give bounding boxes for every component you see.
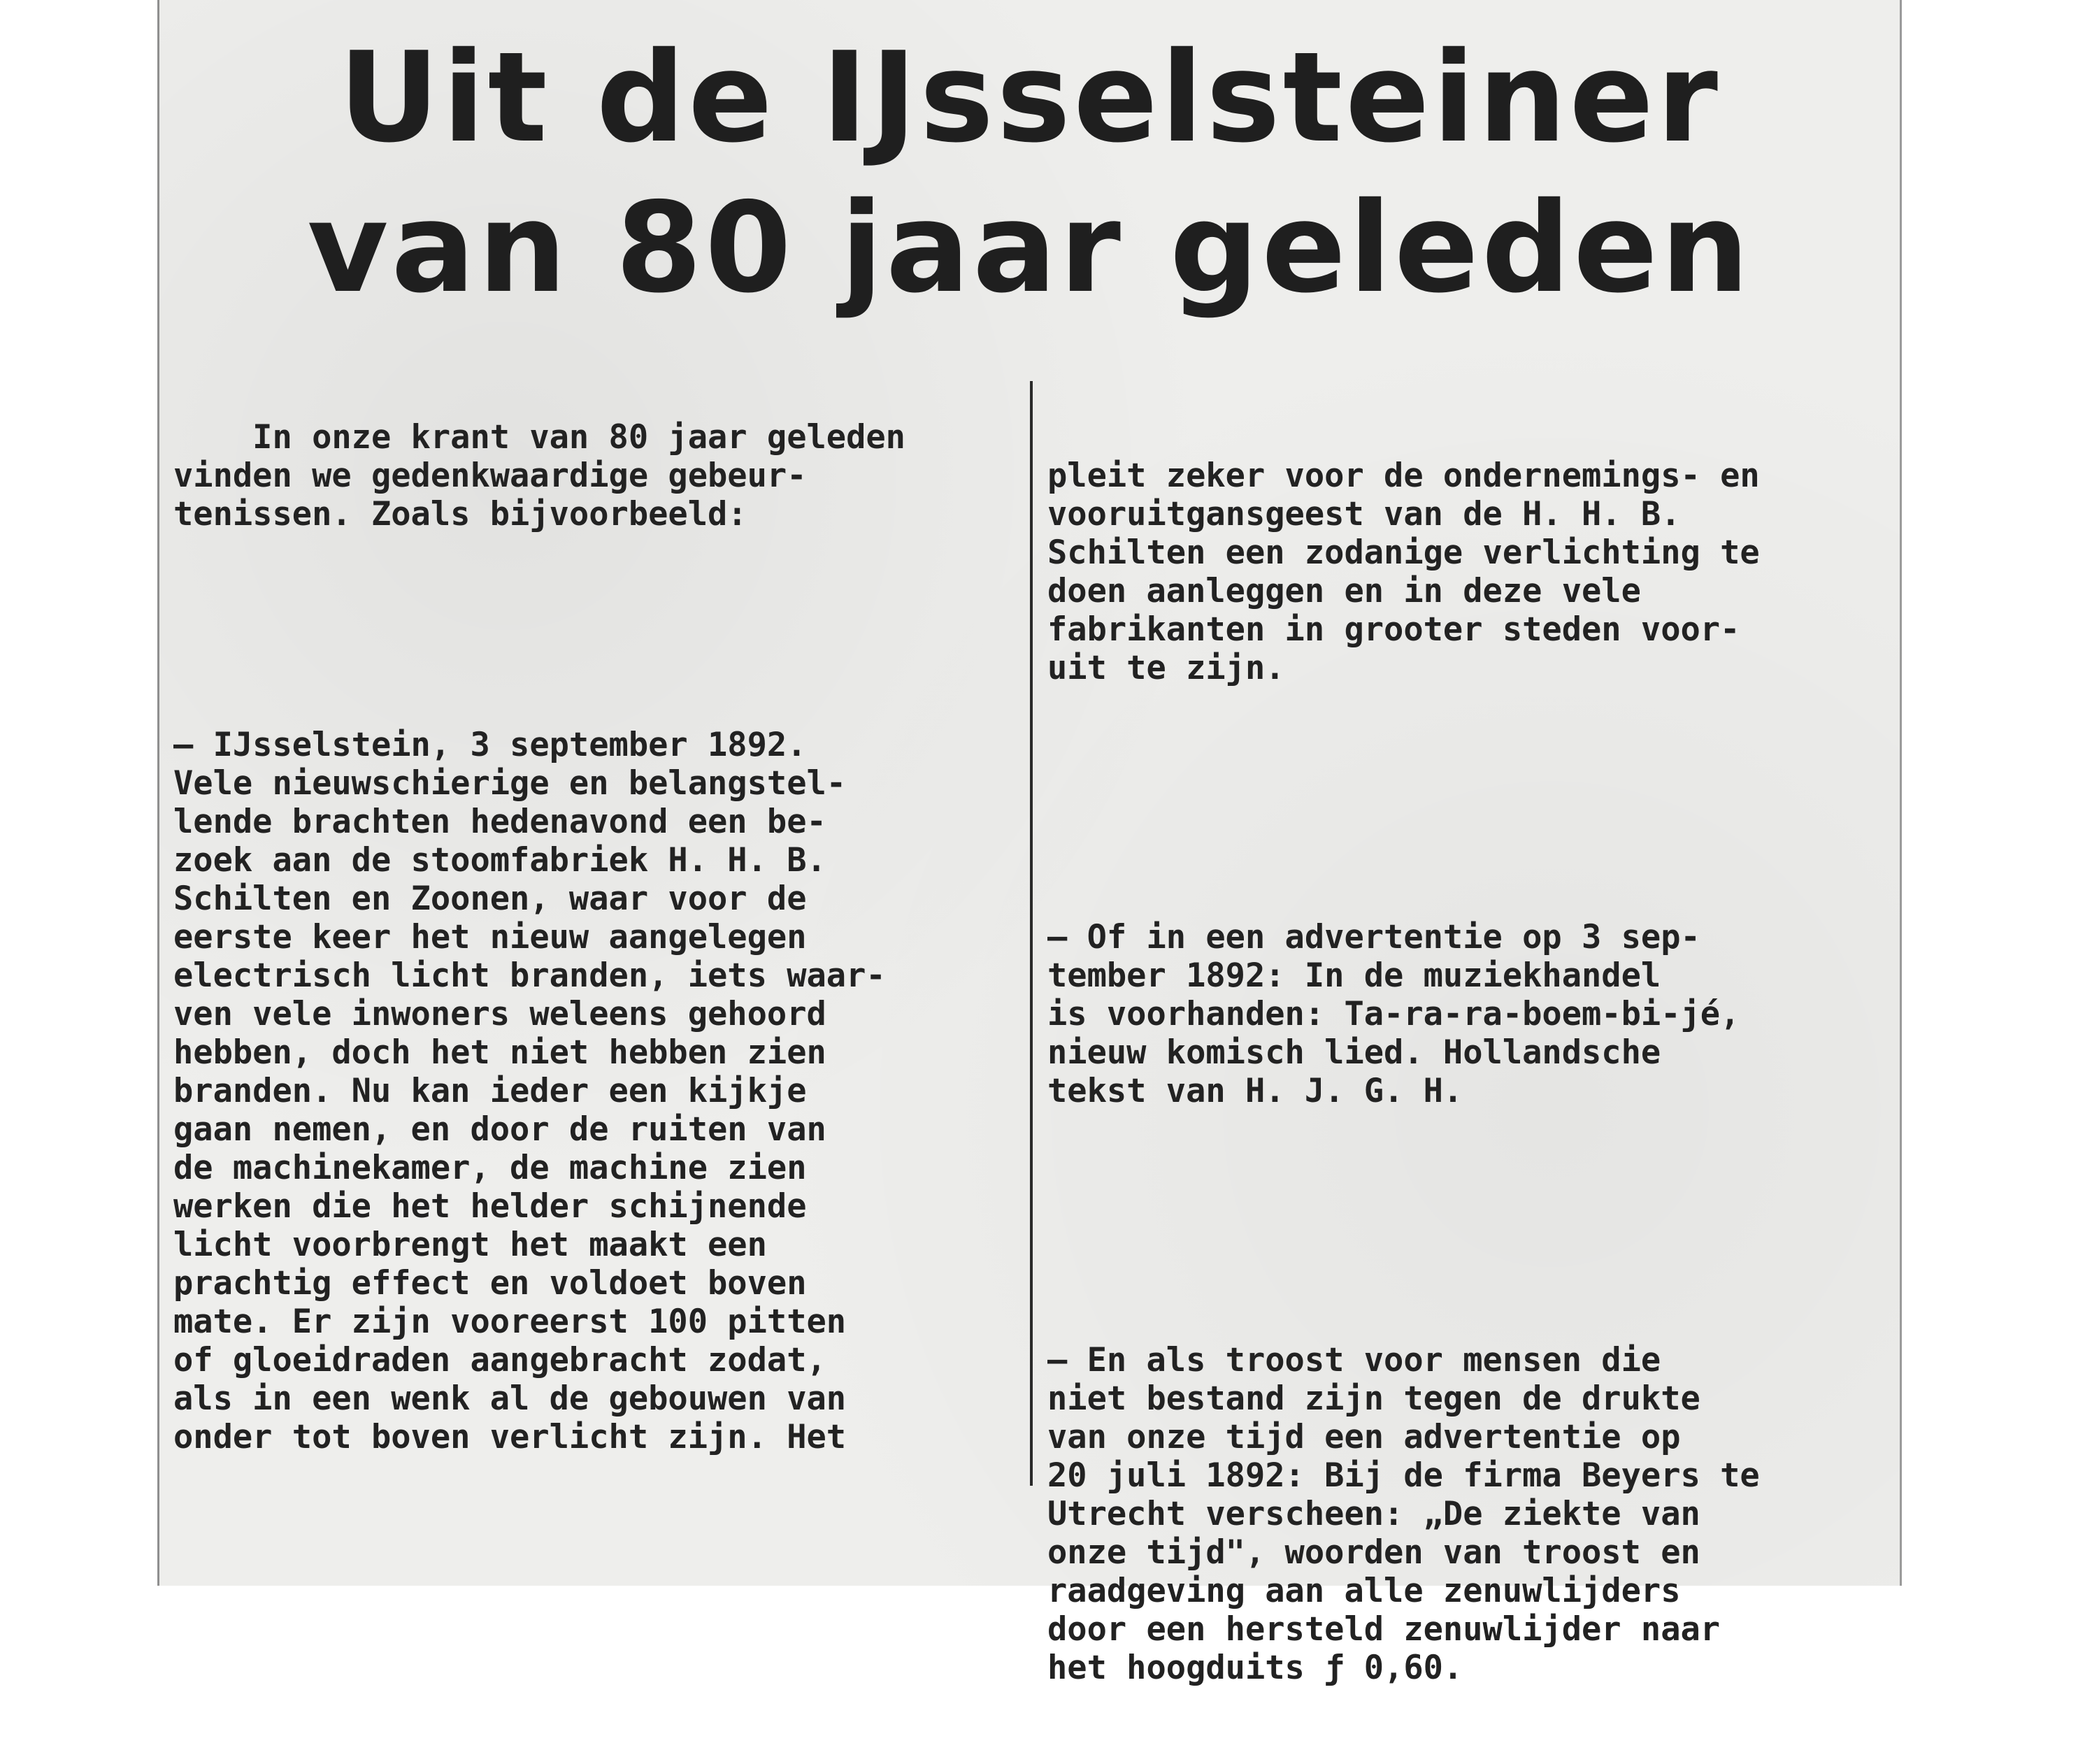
- right-column: [1047, 380, 1886, 1764]
- article-paragraph-continuation: pleit zeker voor de ondernemings- en vooruitgansgeest van de H. H. B. Schilten een zodanige verlichting te doen aanleggen en in deze vele fabrikanten in grooter steden voor- uit te zijn.: [1047, 457, 1760, 687]
- headline-line-2: van 80 jaar geleden: [307, 175, 1752, 320]
- intro-paragraph: In onze krant van 80 jaar geleden vinden we gedenkwaardige gebeur- tenissen. Zoals bijvoorbeeld:: [173, 418, 905, 533]
- newspaper-clipping: [157, 0, 1902, 1687]
- paragraph-gap: [1047, 764, 1886, 841]
- column-divider: [1030, 381, 1033, 1486]
- article-paragraph-1892-electric-light: — IJsselstein, 3 september 1892. Vele nieuwschierige en belangstel- lende brachten hedenavond een be- zoek aan de stoomfabriek H. H. B. Schilten en Zoonen, waar voor de eerste keer het nieuw aangelegen electrisch licht branden, iets waar- ven vele inwoners weleens gehoord hebben, doch het niet hebben zien branden. Nu kan ieder een kijkje gaan nemen, en door de ruiten van de machinekamer, de machine zien werken die het helder schijnende licht voorbrengt het maakt een prachtig effect en voldoet boven mate. Er zijn vooreerst 100 pitten of gloeidraden aangebracht zodat, als in een wenk al de gebouwen van onder tot boven verlicht zijn. Het: [173, 726, 886, 1456]
- left-column: [173, 341, 1019, 1533]
- paragraph-gap: [173, 610, 1019, 649]
- article-paragraph-music-advertisement: — Of in een advertentie op 3 sep- tember 1892: In de muziekhandel is voorhanden: Ta-ra-ra-boem-bi-jé, nieuw komisch lied. Hollandsche tekst van H. J. G. H.: [1047, 918, 1740, 1110]
- paragraph-gap: [1047, 1187, 1886, 1264]
- article-paragraph-comfort-advertisement: — En als troost voor mensen die niet bestand zijn tegen de drukte van onze tijd een advertentie op 20 juli 1892: Bij de firma Beyers te Utrecht verscheen: „De ziekte van onze tijd", woorden van troost en raadgeving aan alle zenuwlijders door een hersteld zenuwlijder naar het hoogduits ƒ 0,60.: [1047, 1341, 1760, 1687]
- headline-line-1: Uit de IJsselsteiner: [338, 25, 1721, 170]
